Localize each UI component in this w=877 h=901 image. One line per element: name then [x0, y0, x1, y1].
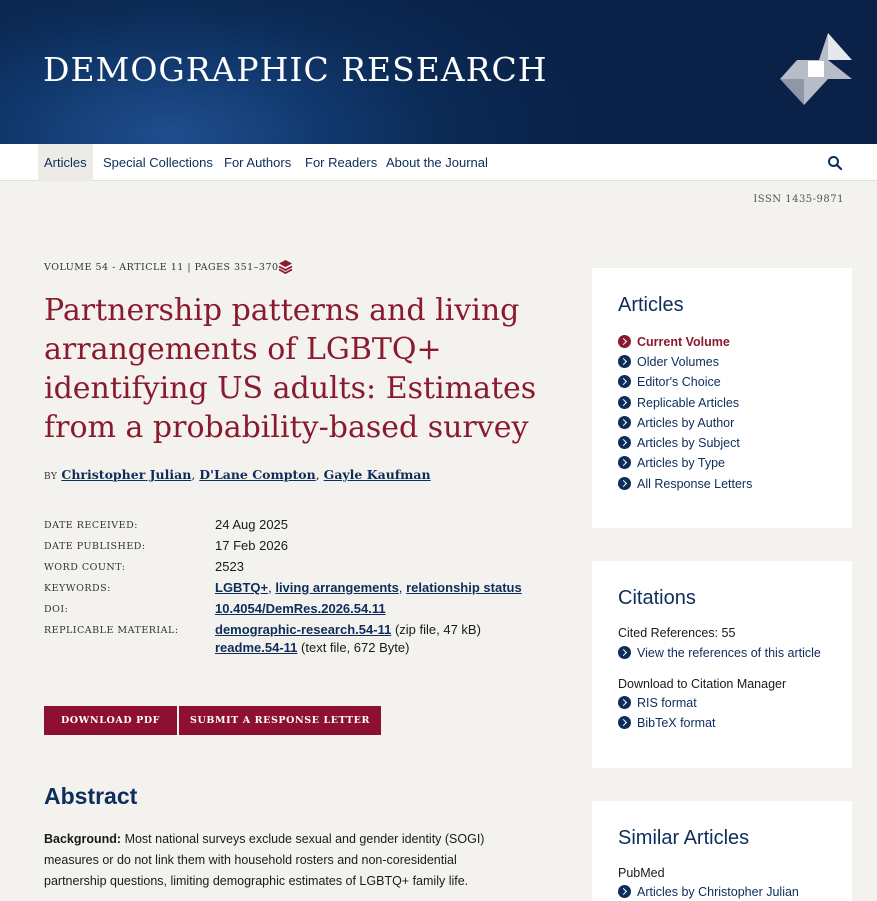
sidebar-item-editors-choice[interactable]: Editor's Choice — [618, 372, 721, 392]
search-icon[interactable] — [826, 154, 844, 172]
meta-value: 2523 — [215, 559, 244, 574]
by-label: BY — [44, 472, 58, 482]
chevron-right-icon — [618, 716, 631, 729]
journal-logo-icon[interactable] — [779, 32, 853, 106]
replicable-readme-link[interactable]: readme.54-11 — [215, 640, 298, 655]
chevron-right-icon — [618, 396, 631, 409]
abstract-background — [44, 829, 514, 892]
article-title: Partnership patterns and living arrangements of LGBTQ+ identifying US adults: Estimates from a probability-based survey — [44, 293, 537, 445]
nav-special-collections[interactable]: Special Collections — [103, 155, 213, 170]
articles-card — [592, 268, 852, 528]
download-pdf-button[interactable]: DOWNLOAD PDF — [44, 706, 177, 735]
cited-references-count: Cited References: 55 — [618, 626, 736, 640]
chevron-right-icon — [618, 477, 631, 490]
meta-label: DATE PUBLISHED: — [44, 541, 146, 552]
nav-for-authors[interactable]: For Authors — [224, 155, 292, 170]
ris-format-link[interactable]: RIS format — [618, 693, 697, 713]
main-nav — [0, 144, 877, 181]
similar-by-author-link[interactable]: Articles by Christopher Julian — [618, 882, 799, 901]
nav-for-readers[interactable]: For Readers — [305, 155, 378, 170]
meta-label: DOI: — [44, 604, 69, 615]
submit-response-letter-button[interactable]: SUBMIT A RESPONSE LETTER — [179, 706, 381, 735]
issn: ISSN 1435-9871 — [753, 194, 844, 205]
sidebar-item-articles-by-type[interactable]: Articles by Type — [618, 453, 725, 473]
chevron-right-icon — [618, 416, 631, 429]
file-note: (zip file, 47 kB) — [394, 622, 481, 637]
file-note: (text file, 672 Byte) — [301, 640, 410, 655]
bibtex-format-link[interactable]: BibTeX format — [618, 713, 716, 733]
chevron-right-icon — [618, 456, 631, 469]
chevron-right-icon — [618, 696, 631, 709]
keyword-link[interactable]: LGBTQ+ — [215, 580, 269, 595]
background-label: Background: — [44, 832, 122, 846]
chevron-right-icon — [618, 335, 631, 348]
sidebar-item-replicable-articles[interactable]: Replicable Articles — [618, 393, 739, 413]
view-references-link[interactable]: View the references of this article — [618, 643, 821, 663]
meta-value: 24 Aug 2025 — [215, 517, 289, 532]
meta-value — [215, 640, 575, 655]
byline: BY Christopher Julian, D'Lane Compton, Gayle Kaufman — [44, 467, 431, 482]
doi-link[interactable]: 10.4054/DemRes.2026.54.11 — [215, 601, 386, 616]
meta-value — [215, 601, 575, 616]
replicable-zip-link[interactable]: demographic-research.54-11 — [215, 622, 392, 637]
sidebar-item-articles-by-subject[interactable]: Articles by Subject — [618, 433, 740, 453]
citations-card — [592, 561, 852, 768]
masthead — [0, 0, 877, 144]
layers-icon[interactable] — [278, 259, 293, 274]
author-link[interactable]: Gayle Kaufman — [323, 467, 431, 482]
chevron-right-icon — [618, 885, 631, 898]
meta-value — [215, 622, 575, 637]
volume-line: VOLUME 54 - ARTICLE 11 | PAGES 351–370 — [44, 262, 279, 273]
meta-value: LGBTQ+, living arrangements, relationship status — [215, 580, 522, 595]
chevron-right-icon — [618, 646, 631, 659]
background-text: Most national surveys exclude sexual and gender identity (SOGI) measures or do not link them with household rosters and non-coresidential partnership questions, limiting demographic estimates of LGBTQ+ family life. — [44, 832, 485, 888]
pubmed-label: PubMed — [618, 866, 665, 880]
author-link[interactable]: D'Lane Compton — [199, 467, 316, 482]
author-link[interactable]: Christopher Julian — [61, 467, 192, 482]
nav-about-journal[interactable]: About the Journal — [386, 155, 488, 170]
citations-card-heading: Citations — [618, 587, 696, 609]
similar-articles-card — [592, 801, 852, 901]
meta-label: DATE RECEIVED: — [44, 520, 138, 531]
meta-label: REPLICABLE MATERIAL: — [44, 625, 179, 636]
sidebar-item-response-letters[interactable]: All Response Letters — [618, 474, 752, 494]
keyword-link[interactable]: living arrangements — [275, 580, 399, 595]
sidebar-item-current-volume[interactable]: Current Volume — [618, 332, 730, 352]
abstract-heading: Abstract — [44, 783, 138, 809]
meta-label: WORD COUNT: — [44, 562, 126, 573]
sidebar-item-articles-by-author[interactable]: Articles by Author — [618, 413, 734, 433]
meta-value: 17 Feb 2026 — [215, 538, 289, 553]
meta-label: KEYWORDS: — [44, 583, 111, 594]
keyword-link[interactable]: relationship status — [406, 580, 522, 595]
chevron-right-icon — [618, 355, 631, 368]
site-title[interactable]: DEMOGRAPHIC RESEARCH — [43, 50, 548, 89]
similar-articles-heading: Similar Articles — [618, 827, 750, 849]
articles-card-heading: Articles — [618, 294, 684, 316]
chevron-right-icon — [618, 375, 631, 388]
sidebar-item-older-volumes[interactable]: Older Volumes — [618, 352, 719, 372]
nav-articles[interactable]: Articles — [38, 144, 93, 181]
chevron-right-icon — [618, 436, 631, 449]
citation-manager-label: Download to Citation Manager — [618, 677, 787, 691]
